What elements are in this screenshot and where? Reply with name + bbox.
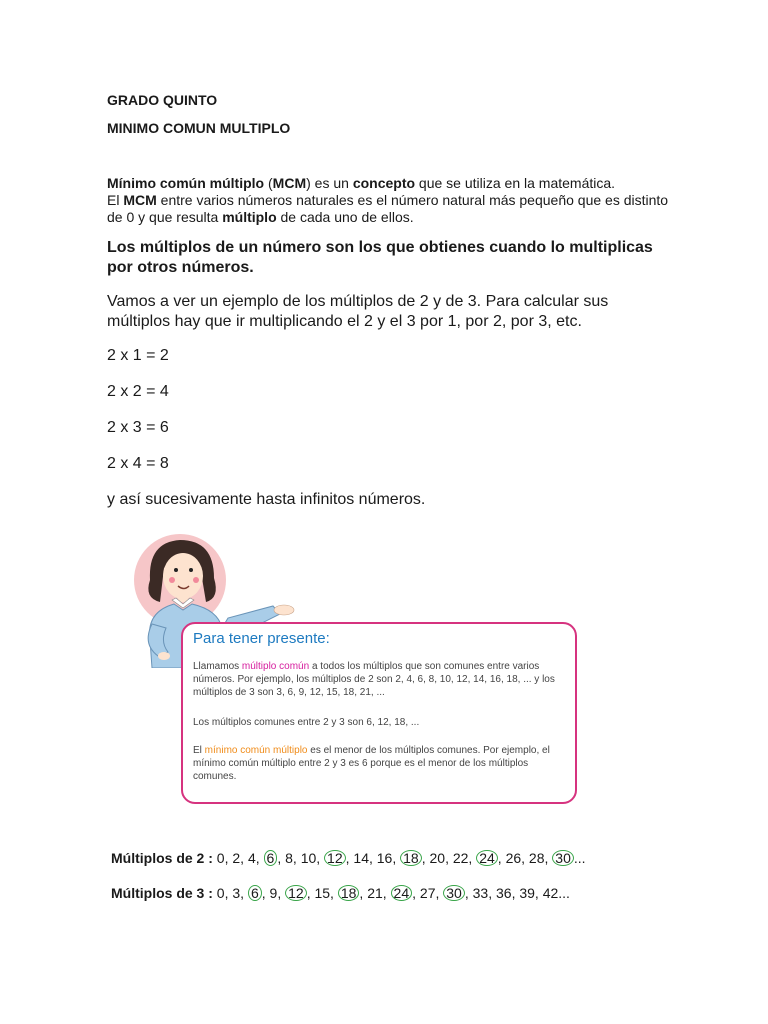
multiple-value: 39 [519,885,535,901]
multiple-value: 8 [285,850,293,866]
definition-line-2: El MCM entre varios números naturales es el número natural más pequeño que es distinto [107,192,669,208]
circled-common-multiple: 6 [264,850,278,866]
definition-paragraph [107,175,687,226]
circled-common-multiple: 12 [324,850,346,866]
closing-paragraph: y así sucesivamente hasta infinitos números. [107,491,426,508]
grade-heading: GRADO QUINTO [107,92,218,108]
multiple-value: 0 [216,885,225,901]
multiple-value: 2 [232,850,241,866]
multiple-value: 9 [269,885,278,901]
circled-common-multiple: 12 [285,885,307,901]
callout-paragraph-1: Llamamos múltiplo común a todos los múltiplos que son comunes entre varios números. Por ejemplo, los múltiplos de 2 son 2, 4, 6, 8, 10, 12, 14, 16, 18, ... y los múltiplos de 3 son 3, 6, 9, 12, 15, 18, 21, ... [193,661,555,698]
equation-4: 2 x 4 = 8 [107,455,169,472]
multiple-value: 36 [495,885,512,901]
multiple-value: 26 [505,850,522,866]
callout-paragraph-3: El mínimo común múltiplo es el menor de los múltiplos comunes. Por ejemplo, el mínimo común múltiplo entre 2 y 3 es 6 porque es el menor de los múltiplos comunes. [193,745,550,782]
multiple-value: 28 [528,850,545,866]
equation-2: 2 x 2 = 4 [107,383,169,400]
equation-3: 2 x 3 = 6 [107,419,169,436]
circled-common-multiple: 18 [400,850,422,866]
multiple-value: 15 [314,885,331,901]
multiples-of-2-row: Múltiplos de 2 : 0, 2, 4, 6 , 8, 10, 12 , 14, 16, 18 , 20, 22, 24 , 26, 28, 30 ... [111,850,586,866]
multiples-of-2-values: 0, 2, 4, 6 , 8, 10, 12 , 14, 16, 18 , 20, 22, 24 , 26, 28, 30 [217,850,574,866]
reminder-callout [181,622,577,804]
multiple-value: 20 [429,850,446,866]
callout-paragraph-2: Los múltiplos comunes entre 2 y 3 son 6, 12, 18, ... [193,717,420,728]
multiples-of-3-values: 0, 3, 6 , 9, 12 , 15, 18 , 21, 24 , 27, 30 , 33, 36, 39, 42 [216,885,559,901]
circled-common-multiple: 18 [338,885,360,901]
multiple-value: 42 [542,885,559,901]
multiple-value: 16 [376,850,393,866]
callout-title: Para tener presente: [193,630,330,647]
multiples-of-3-row: Múltiplos de 3 : 0, 3, 6 , 9, 12 , 15, 18 , 21, 24 , 27, 30 , 33, 36, 39, 42... [111,885,570,901]
equation-1: 2 x 1 = 2 [107,347,169,364]
multiples-heading: Los múltiplos de un número son los que obtienes cuando lo multiplicas por otros números. [107,239,653,276]
multiple-value: 0 [216,850,225,866]
definition-line-3: de 0 y que resulta múltiplo de cada uno de ellos. [107,209,414,225]
multiple-value: 27 [419,885,436,901]
topic-heading: MINIMO COMUN MULTIPLO [107,120,291,136]
circled-common-multiple: 24 [476,850,498,866]
multiple-value: 33 [472,885,489,901]
example-paragraph: Vamos a ver un ejemplo de los múltiplos de 2 y de 3. Para calcular sus múltiplos hay que ir multiplicando el 2 y el 3 por 1, por 2, por 3, etc. [107,293,609,330]
multiple-value: 14 [353,850,369,866]
multiple-value: 4 [247,850,256,866]
circled-common-multiple: 6 [248,885,262,901]
multiple-value: 10 [300,850,317,866]
multiples-of-3-label: Múltiplos de 3 [111,885,205,901]
multiple-value: 21 [367,885,383,901]
multiple-value: 3 [232,885,241,901]
circled-common-multiple: 24 [391,885,413,901]
definition-line-1: Mínimo común múltiplo (MCM) es un concepto que se utiliza en la matemática. [107,175,616,191]
circled-common-multiple: 30 [443,885,465,901]
multiples-of-2-label: Múltiplos de 2 [111,850,205,866]
multiple-value: 22 [452,850,469,866]
circled-common-multiple: 30 [552,850,574,866]
